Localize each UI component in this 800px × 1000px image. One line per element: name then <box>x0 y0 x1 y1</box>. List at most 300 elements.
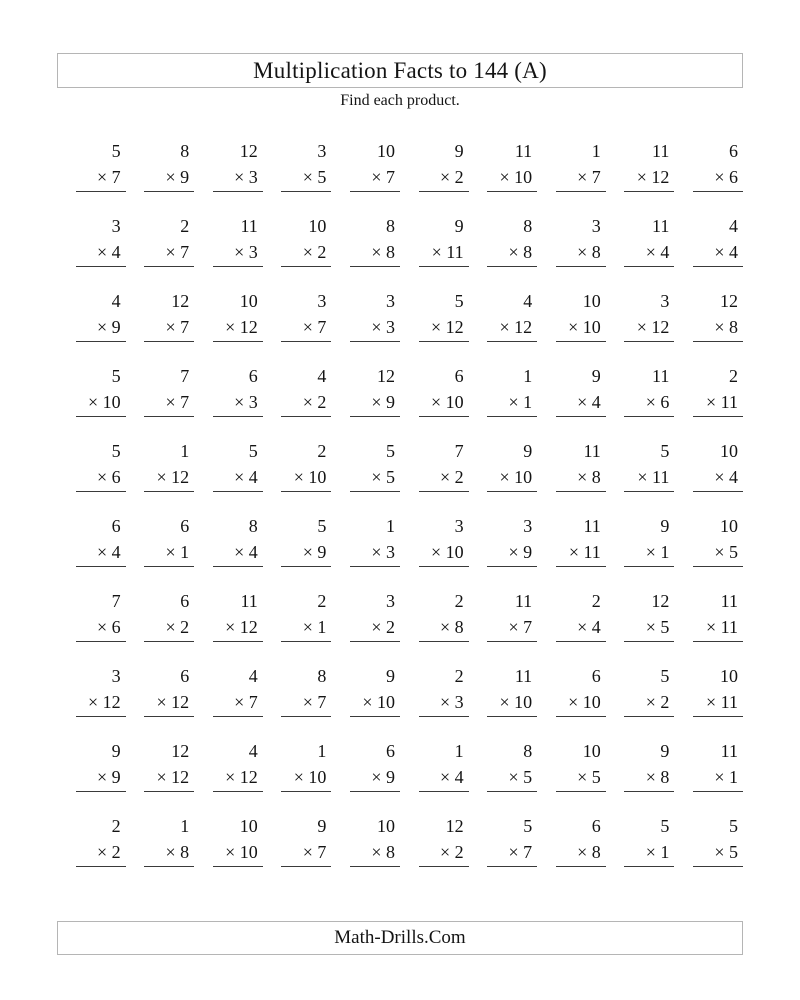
problem-cell <box>487 738 537 792</box>
problem-cell <box>213 663 263 717</box>
problem-cell <box>144 813 194 867</box>
multiplicand: 6 <box>591 816 601 836</box>
multiplier-line: × 4 <box>624 239 674 267</box>
multiplier-line: × 2 <box>144 614 194 642</box>
multiplicand: 6 <box>111 516 121 536</box>
multiplicand: 9 <box>660 516 670 536</box>
multiplier-line: × 7 <box>350 164 400 192</box>
multiplicand: 5 <box>728 816 738 836</box>
multiplier-line: × 2 <box>76 839 126 867</box>
multiplicand: 6 <box>454 366 464 386</box>
multiplier-line: × 7 <box>281 314 331 342</box>
multiplicand: 5 <box>317 516 327 536</box>
multiplier-line: × 8 <box>487 239 537 267</box>
multiplier-line: × 8 <box>556 464 606 492</box>
multiplier-line: × 8 <box>419 614 469 642</box>
multiplicand: 7 <box>111 591 121 611</box>
problem-cell <box>487 213 537 267</box>
multiplier-line: × 10 <box>419 539 469 567</box>
multiplier-line: × 12 <box>213 314 263 342</box>
multiplier-line: × 12 <box>213 614 263 642</box>
multiplier-line: × 4 <box>419 764 469 792</box>
problem-cell <box>556 513 606 567</box>
problem-cell <box>144 138 194 192</box>
multiplier-line: × 6 <box>693 164 743 192</box>
multiplicand: 9 <box>385 666 395 686</box>
problem-cell <box>350 138 400 192</box>
problem-cell <box>76 813 126 867</box>
multiplier-line: × 12 <box>419 314 469 342</box>
problem-cell <box>487 138 537 192</box>
problem-cell <box>556 138 606 192</box>
problem-cell <box>144 363 194 417</box>
multiplicand: 5 <box>385 441 395 461</box>
multiplicand: 8 <box>248 516 258 536</box>
problem-cell <box>556 738 606 792</box>
problem-cell <box>144 288 194 342</box>
multiplicand: 12 <box>376 366 395 386</box>
problem-cell <box>487 663 537 717</box>
multiplier-line: × 5 <box>281 164 331 192</box>
multiplier-line: × 10 <box>281 764 331 792</box>
multiplier-line: × 4 <box>213 464 263 492</box>
multiplicand: 2 <box>317 441 327 461</box>
multiplicand: 3 <box>454 516 464 536</box>
multiplier-line: × 10 <box>556 314 606 342</box>
problem-cell <box>76 663 126 717</box>
multiplicand: 1 <box>180 816 190 836</box>
problem-cell <box>419 738 469 792</box>
problem-cell <box>144 438 194 492</box>
multiplicand: 6 <box>728 141 738 161</box>
multiplicand: 5 <box>660 816 670 836</box>
multiplicand: 3 <box>591 216 601 236</box>
problem-cell <box>693 438 743 492</box>
multiplier-line: × 7 <box>144 389 194 417</box>
multiplicand: 11 <box>514 591 533 611</box>
multiplier-line: × 2 <box>281 239 331 267</box>
multiplier-line: × 10 <box>487 689 537 717</box>
problem-cell <box>350 738 400 792</box>
multiplicand: 4 <box>248 741 258 761</box>
multiplier-line: × 9 <box>144 164 194 192</box>
multiplicand: 3 <box>660 291 670 311</box>
multiplier-line: × 1 <box>144 539 194 567</box>
multiplier-line: × 10 <box>350 689 400 717</box>
problem-cell <box>281 363 331 417</box>
multiplicand: 4 <box>317 366 327 386</box>
problem-cell <box>487 813 537 867</box>
multiplicand: 10 <box>719 516 738 536</box>
multiplicand: 2 <box>454 666 464 686</box>
multiplier-line: × 10 <box>213 839 263 867</box>
multiplier-line: × 8 <box>624 764 674 792</box>
multiplicand: 11 <box>583 516 601 536</box>
multiplier-line: × 12 <box>144 689 194 717</box>
multiplier-line: × 10 <box>487 164 537 192</box>
multiplier-line: × 3 <box>213 389 263 417</box>
problem-cell <box>693 513 743 567</box>
problem-cell <box>281 438 331 492</box>
multiplicand: 3 <box>317 141 327 161</box>
multiplicand: 3 <box>385 591 395 611</box>
multiplicand: 7 <box>180 366 190 386</box>
multiplicand: 2 <box>728 366 738 386</box>
multiplier-line: × 3 <box>419 689 469 717</box>
problem-cell <box>213 738 263 792</box>
multiplier-line: × 1 <box>693 764 743 792</box>
multiplier-line: × 1 <box>624 839 674 867</box>
multiplicand: 10 <box>719 666 738 686</box>
problem-cell <box>693 813 743 867</box>
problem-cell <box>487 438 537 492</box>
problem-cell <box>350 438 400 492</box>
multiplier-line: × 10 <box>487 464 537 492</box>
multiplier-line: × 4 <box>693 464 743 492</box>
multiplicand: 9 <box>660 741 670 761</box>
problem-cell <box>213 588 263 642</box>
multiplier-line: × 8 <box>693 314 743 342</box>
multiplicand: 8 <box>317 666 327 686</box>
multiplier-line: × 9 <box>76 764 126 792</box>
multiplicand: 11 <box>652 366 670 386</box>
multiplier-line: × 7 <box>487 614 537 642</box>
problem-cell <box>556 288 606 342</box>
problem-cell <box>693 588 743 642</box>
multiplier-line: × 8 <box>556 239 606 267</box>
problem-cell <box>419 363 469 417</box>
multiplier-line: × 9 <box>350 764 400 792</box>
multiplier-line: × 12 <box>213 764 263 792</box>
multiplier-line: × 11 <box>419 239 469 267</box>
multiplier-line: × 9 <box>487 539 537 567</box>
problem-cell <box>281 138 331 192</box>
multiplier-line: × 11 <box>693 389 743 417</box>
multiplier-line: × 8 <box>350 839 400 867</box>
problem-cell <box>624 513 674 567</box>
multiplier-line: × 5 <box>624 614 674 642</box>
multiplicand: 8 <box>385 216 395 236</box>
problem-cell <box>556 663 606 717</box>
problem-cell <box>624 663 674 717</box>
multiplicand: 3 <box>111 666 121 686</box>
multiplicand: 2 <box>180 216 190 236</box>
multiplicand: 5 <box>111 141 121 161</box>
problem-cell <box>281 663 331 717</box>
footer-site-label: Math-Drills.Com <box>334 927 466 948</box>
problem-cell <box>281 213 331 267</box>
multiplicand: 5 <box>660 666 670 686</box>
multiplier-line: × 4 <box>76 539 126 567</box>
problem-cell <box>556 588 606 642</box>
problem-cell <box>281 288 331 342</box>
multiplier-line: × 10 <box>556 689 606 717</box>
multiplicand: 12 <box>239 141 258 161</box>
multiplier-line: × 7 <box>556 164 606 192</box>
multiplier-line: × 9 <box>350 389 400 417</box>
multiplicand: 4 <box>248 666 258 686</box>
problem-cell <box>419 438 469 492</box>
multiplier-line: × 2 <box>419 164 469 192</box>
problem-cell <box>419 288 469 342</box>
multiplier-line: × 5 <box>350 464 400 492</box>
multiplicand: 10 <box>376 141 395 161</box>
problem-cell <box>213 288 263 342</box>
multiplicand: 12 <box>719 291 738 311</box>
multiplicand: 12 <box>445 816 464 836</box>
problem-cell <box>76 513 126 567</box>
multiplier-line: × 6 <box>76 614 126 642</box>
multiplicand: 3 <box>523 516 533 536</box>
multiplicand: 11 <box>514 141 533 161</box>
multiplicand: 11 <box>240 216 258 236</box>
multiplicand: 10 <box>239 291 258 311</box>
multiplier-line: × 12 <box>624 164 674 192</box>
multiplier-line: × 1 <box>487 389 537 417</box>
problem-cell <box>281 813 331 867</box>
multiplicand: 4 <box>523 291 533 311</box>
multiplicand: 5 <box>454 291 464 311</box>
multiplier-line: × 9 <box>76 314 126 342</box>
title-box <box>57 53 743 88</box>
problem-cell <box>213 813 263 867</box>
problem-cell <box>693 288 743 342</box>
problem-cell <box>76 588 126 642</box>
problem-cell <box>281 588 331 642</box>
multiplier-line: × 4 <box>556 614 606 642</box>
multiplier-line: × 8 <box>556 839 606 867</box>
multiplier-line: × 7 <box>76 164 126 192</box>
problem-cell <box>419 588 469 642</box>
problem-cell <box>213 438 263 492</box>
problem-cell <box>144 213 194 267</box>
problem-cell <box>144 738 194 792</box>
multiplicand: 2 <box>454 591 464 611</box>
problem-cell <box>693 663 743 717</box>
multiplicand: 11 <box>583 441 601 461</box>
problem-cell <box>487 288 537 342</box>
multiplicand: 9 <box>454 141 464 161</box>
multiplicand: 3 <box>385 291 395 311</box>
multiplier-line: × 3 <box>213 164 263 192</box>
multiplicand: 6 <box>385 741 395 761</box>
multiplicand: 4 <box>728 216 738 236</box>
multiplier-line: × 8 <box>350 239 400 267</box>
problems-grid <box>57 138 743 867</box>
multiplier-line: × 1 <box>281 614 331 642</box>
multiplier-line: × 12 <box>76 689 126 717</box>
multiplier-line: × 2 <box>419 839 469 867</box>
multiplicand: 1 <box>523 366 533 386</box>
problem-cell <box>213 138 263 192</box>
multiplier-line: × 4 <box>213 539 263 567</box>
problem-cell <box>624 738 674 792</box>
multiplier-line: × 7 <box>144 314 194 342</box>
problem-cell <box>350 363 400 417</box>
multiplicand: 6 <box>180 666 190 686</box>
multiplicand: 6 <box>591 666 601 686</box>
problem-cell <box>144 588 194 642</box>
multiplicand: 12 <box>651 591 670 611</box>
multiplicand: 6 <box>180 516 190 536</box>
multiplier-line: × 2 <box>624 689 674 717</box>
problem-cell <box>556 813 606 867</box>
multiplicand: 11 <box>514 666 533 686</box>
multiplier-line: × 5 <box>693 539 743 567</box>
multiplier-line: × 7 <box>487 839 537 867</box>
multiplier-line: × 5 <box>556 764 606 792</box>
problem-cell <box>487 588 537 642</box>
multiplicand: 10 <box>582 741 601 761</box>
problem-cell <box>556 438 606 492</box>
problem-cell <box>419 138 469 192</box>
multiplicand: 5 <box>660 441 670 461</box>
multiplicand: 9 <box>111 741 121 761</box>
multiplicand: 1 <box>317 741 327 761</box>
problem-cell <box>487 513 537 567</box>
problem-cell <box>350 663 400 717</box>
multiplier-line: × 11 <box>693 614 743 642</box>
multiplier-line: × 3 <box>350 539 400 567</box>
problem-cell <box>624 438 674 492</box>
problem-cell <box>624 813 674 867</box>
multiplicand: 11 <box>652 216 670 236</box>
multiplicand: 11 <box>652 141 670 161</box>
problem-cell <box>693 213 743 267</box>
problem-cell <box>350 588 400 642</box>
problem-cell <box>281 513 331 567</box>
problem-cell <box>350 288 400 342</box>
problem-cell <box>624 138 674 192</box>
multiplicand: 1 <box>385 516 395 536</box>
multiplicand: 3 <box>111 216 121 236</box>
multiplier-line: × 2 <box>419 464 469 492</box>
multiplier-line: × 10 <box>76 389 126 417</box>
footer-box <box>57 921 743 955</box>
multiplicand: 11 <box>720 591 738 611</box>
problem-cell <box>350 813 400 867</box>
multiplicand: 11 <box>240 591 258 611</box>
problem-cell <box>693 738 743 792</box>
multiplier-line: × 3 <box>350 314 400 342</box>
multiplier-line: × 1 <box>624 539 674 567</box>
multiplier-line: × 6 <box>76 464 126 492</box>
multiplier-line: × 9 <box>281 539 331 567</box>
problem-cell <box>76 738 126 792</box>
problem-cell <box>693 363 743 417</box>
multiplicand: 9 <box>454 216 464 236</box>
problem-cell <box>144 663 194 717</box>
multiplicand: 3 <box>317 291 327 311</box>
multiplier-line: × 12 <box>487 314 537 342</box>
multiplier-line: × 11 <box>624 464 674 492</box>
multiplicand: 11 <box>720 741 738 761</box>
multiplicand: 8 <box>523 741 533 761</box>
multiplier-line: × 5 <box>693 839 743 867</box>
multiplier-line: × 2 <box>350 614 400 642</box>
multiplicand: 10 <box>582 291 601 311</box>
multiplier-line: × 4 <box>556 389 606 417</box>
multiplicand: 5 <box>111 366 121 386</box>
problem-cell <box>213 513 263 567</box>
multiplicand: 1 <box>591 141 601 161</box>
multiplier-line: × 12 <box>144 464 194 492</box>
multiplicand: 1 <box>180 441 190 461</box>
problem-cell <box>76 438 126 492</box>
page-title: Multiplication Facts to 144 (A) <box>253 57 547 83</box>
problem-cell <box>624 363 674 417</box>
problem-cell <box>76 138 126 192</box>
problem-cell <box>624 588 674 642</box>
problem-cell <box>76 288 126 342</box>
problem-cell <box>419 213 469 267</box>
multiplicand: 10 <box>239 816 258 836</box>
problem-cell <box>144 513 194 567</box>
multiplicand: 10 <box>376 816 395 836</box>
multiplier-line: × 2 <box>281 389 331 417</box>
problem-cell <box>419 813 469 867</box>
multiplier-line: × 7 <box>144 239 194 267</box>
multiplier-line: × 11 <box>556 539 606 567</box>
multiplier-line: × 5 <box>487 764 537 792</box>
multiplicand: 10 <box>308 216 327 236</box>
multiplier-line: × 3 <box>213 239 263 267</box>
multiplier-line: × 10 <box>419 389 469 417</box>
multiplier-line: × 12 <box>624 314 674 342</box>
multiplicand: 9 <box>591 366 601 386</box>
multiplicand: 8 <box>523 216 533 236</box>
problem-cell <box>419 663 469 717</box>
problem-cell <box>624 288 674 342</box>
multiplier-line: × 7 <box>213 689 263 717</box>
problem-cell <box>556 363 606 417</box>
multiplier-line: × 4 <box>76 239 126 267</box>
problem-cell <box>624 213 674 267</box>
multiplier-line: × 12 <box>144 764 194 792</box>
multiplicand: 8 <box>180 141 190 161</box>
problem-cell <box>419 513 469 567</box>
problem-cell <box>76 213 126 267</box>
multiplier-line: × 10 <box>281 464 331 492</box>
problem-cell <box>213 363 263 417</box>
multiplier-line: × 7 <box>281 689 331 717</box>
multiplicand: 2 <box>111 816 121 836</box>
multiplicand: 9 <box>523 441 533 461</box>
problem-cell <box>350 513 400 567</box>
problem-cell <box>213 213 263 267</box>
multiplicand: 1 <box>454 741 464 761</box>
problem-cell <box>76 363 126 417</box>
multiplicand: 5 <box>111 441 121 461</box>
multiplicand: 5 <box>523 816 533 836</box>
multiplier-line: × 8 <box>144 839 194 867</box>
multiplicand: 12 <box>171 741 190 761</box>
multiplicand: 7 <box>454 441 464 461</box>
multiplier-line: × 11 <box>693 689 743 717</box>
multiplier-line: × 6 <box>624 389 674 417</box>
multiplier-line: × 4 <box>693 239 743 267</box>
multiplicand: 5 <box>248 441 258 461</box>
multiplier-line: × 7 <box>281 839 331 867</box>
problem-cell <box>487 363 537 417</box>
problem-cell <box>556 213 606 267</box>
multiplicand: 10 <box>719 441 738 461</box>
multiplicand: 2 <box>591 591 601 611</box>
multiplicand: 4 <box>111 291 121 311</box>
problem-cell <box>350 213 400 267</box>
multiplicand: 12 <box>171 291 190 311</box>
problem-cell <box>693 138 743 192</box>
